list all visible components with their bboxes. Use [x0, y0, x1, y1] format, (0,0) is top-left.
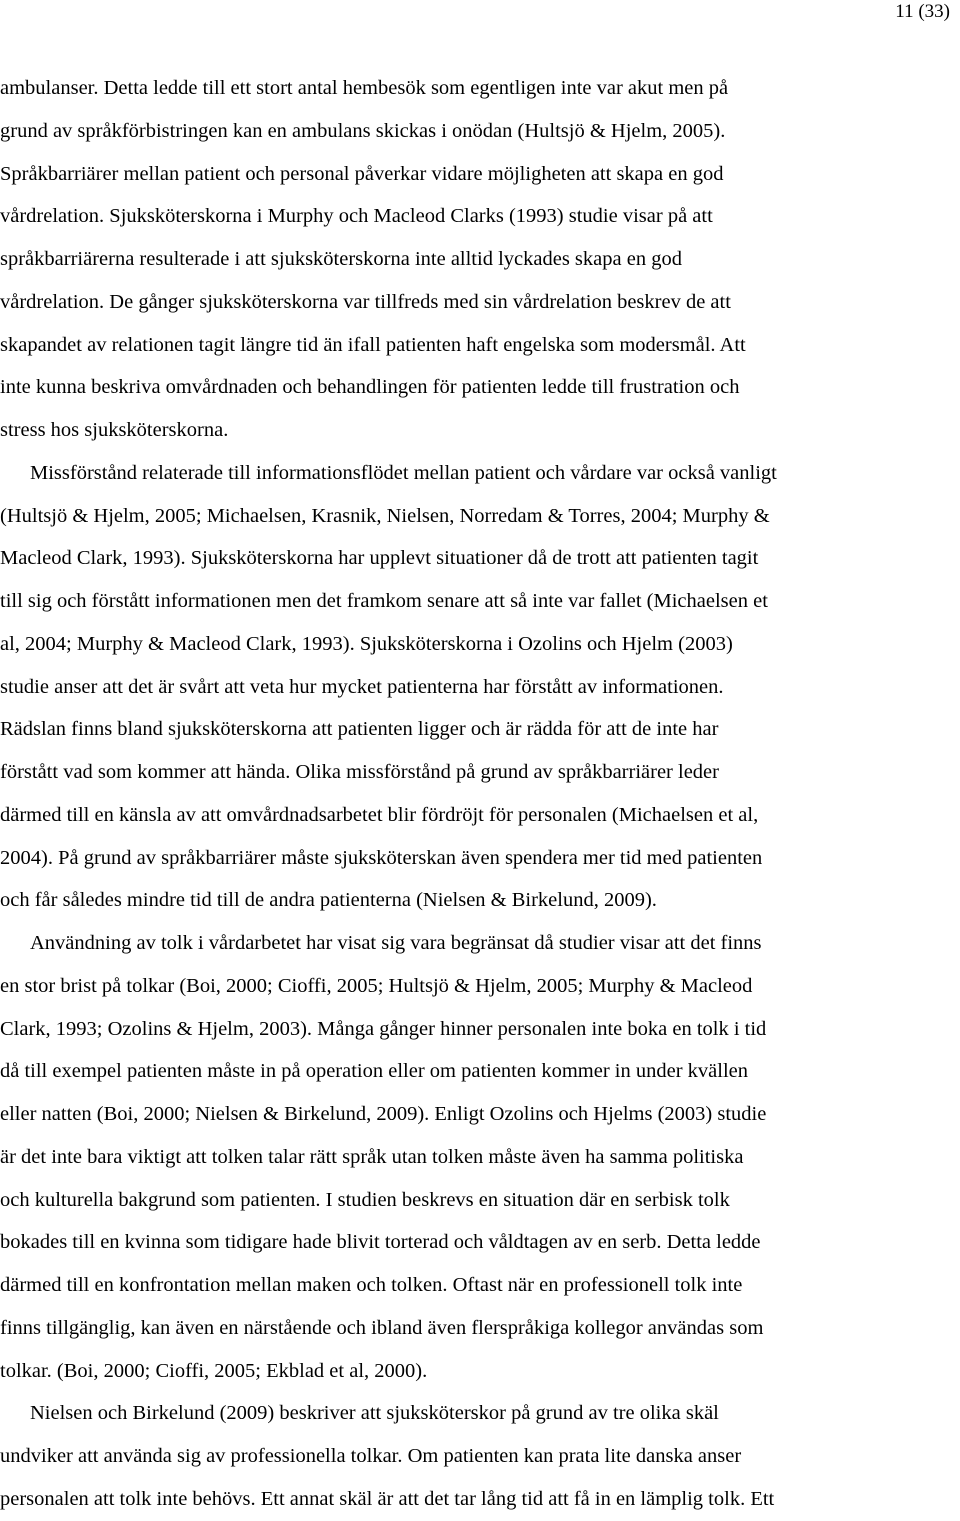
text-line: Språkbarriärer mellan patient och personal påverkar vidare möjligheten att skapa en god [0, 162, 724, 185]
text-line: stress hos sjuksköterskorna. [0, 419, 229, 441]
text-line: (Hultsjö & Hjelm, 2005; Michaelsen, Krasnik, Nielsen, Norredam & Torres, 2004; Murphy & [0, 504, 770, 527]
text-line: därmed till en känsla av att omvårdnadsarbetet blir fördröjt för personalen (Michaelsen et al, [0, 803, 759, 826]
text-line: 2004). På grund av språkbarriärer måste sjuksköterskan även spendera mer tid med patienten [0, 846, 763, 869]
text-line: därmed till en konfrontation mellan maken och tolken. Oftast när en professionell tolk inte [0, 1274, 743, 1296]
text-line: tolkar. (Boi, 2000; Cioffi, 2005; Ekblad et al, 2000). [0, 1359, 428, 1382]
text-line: skapandet av relationen tagit längre tid än ifall patienten haft engelska som modersmål. Att [0, 333, 746, 356]
text-line: till sig och förstått informationen men det framkom senare att så inte var fallet (Michaelsen et [0, 590, 768, 612]
text-line: Clark, 1993; Ozolins & Hjelm, 2003). Många gånger hinner personalen inte boka en tolk i tid [0, 1017, 767, 1040]
text-line: är det inte bara viktigt att tolken talar rätt språk utan tolken måste även ha samma politiska [0, 1145, 744, 1168]
text-line: undviker att använda sig av professionella tolkar. Om patienten kan prata lite danska anser [0, 1445, 742, 1467]
text-line: ambulanser. Detta ledde till ett stort antal hembesök som egentligen inte var akut men på [0, 77, 729, 99]
text-line: då till exempel patienten måste in på operation eller om patienten kommer in under kvällen [0, 1060, 748, 1083]
text-line: finns tillgänglig, kan även en närstående och ibland även flerspråkiga kollegor användas som [0, 1316, 764, 1339]
page-number: 11 (33) [895, 1, 950, 22]
text-line: al, 2004; Murphy & Macleod Clark, 1993). Sjuksköterskorna i Ozolins och Hjelm (2003) [0, 632, 733, 655]
text-line: en stor brist på tolkar (Boi, 2000; Cioffi, 2005; Hultsjö & Hjelm, 2005; Murphy & Macleod [0, 974, 753, 997]
text-line: eller natten (Boi, 2000; Nielsen & Birkelund, 2009). Enligt Ozolins och Hjelms (2003) studie [0, 1103, 767, 1125]
text-line: och kulturella bakgrund som patienten. I studien beskrevs en situation där en serbisk tolk [0, 1188, 730, 1211]
text-line: och får således mindre tid till de andra patienterna (Nielsen & Birkelund, 2009). [0, 889, 657, 912]
text-line: vårdrelation. De gånger sjuksköterskorna var tillfreds med sin vårdrelation beskrev de att [0, 290, 731, 313]
text-line: vårdrelation. Sjuksköterskorna i Murphy och Macleod Clarks (1993) studie visar på att [0, 205, 713, 228]
text-line: Missförstånd relaterade till informationsflödet mellan patient och vårdare var också vanligt [30, 461, 777, 484]
text-line: Rädslan finns bland sjuksköterskorna att patienten ligger och är rädda för att de inte har [0, 718, 719, 741]
text-line: språkbarriärerna resulterade i att sjuksköterskorna inte alltid lyckades skapa en god [0, 248, 682, 270]
text-line: grund av språkförbistringen kan en ambulans skickas i onödan (Hultsjö & Hjelm, 2005). [0, 119, 726, 142]
text-line: studie anser att det är svårt att veta hur mycket patienterna har förstått av informationen. [0, 675, 724, 698]
text-line: Nielsen och Birkelund (2009) beskriver att sjuksköterskor på grund av tre olika skäl [30, 1402, 719, 1425]
text-line: Användning av tolk i vårdarbetet har visat sig vara begränsat då studier visar att det finns [30, 932, 762, 954]
document-body [0, 67, 960, 1521]
text-line: bokades till en kvinna som tidigare hade blivit torterad och våldtagen av en serb. Detta ledde [0, 1231, 761, 1254]
text-line: personalen att tolk inte behövs. Ett annat skäl är att det tar lång tid att få in en lämplig tolk. Ett [0, 1487, 775, 1510]
text-line: förstått vad som kommer att hända. Olika missförstånd på grund av språkbarriärer leder [0, 761, 719, 783]
text-line: inte kunna beskriva omvårdnaden och behandlingen för patienten ledde till frustration och [0, 376, 740, 399]
text-line: Macleod Clark, 1993). Sjuksköterskorna har upplevt situationer då de trott att patienten tagit [0, 547, 759, 570]
